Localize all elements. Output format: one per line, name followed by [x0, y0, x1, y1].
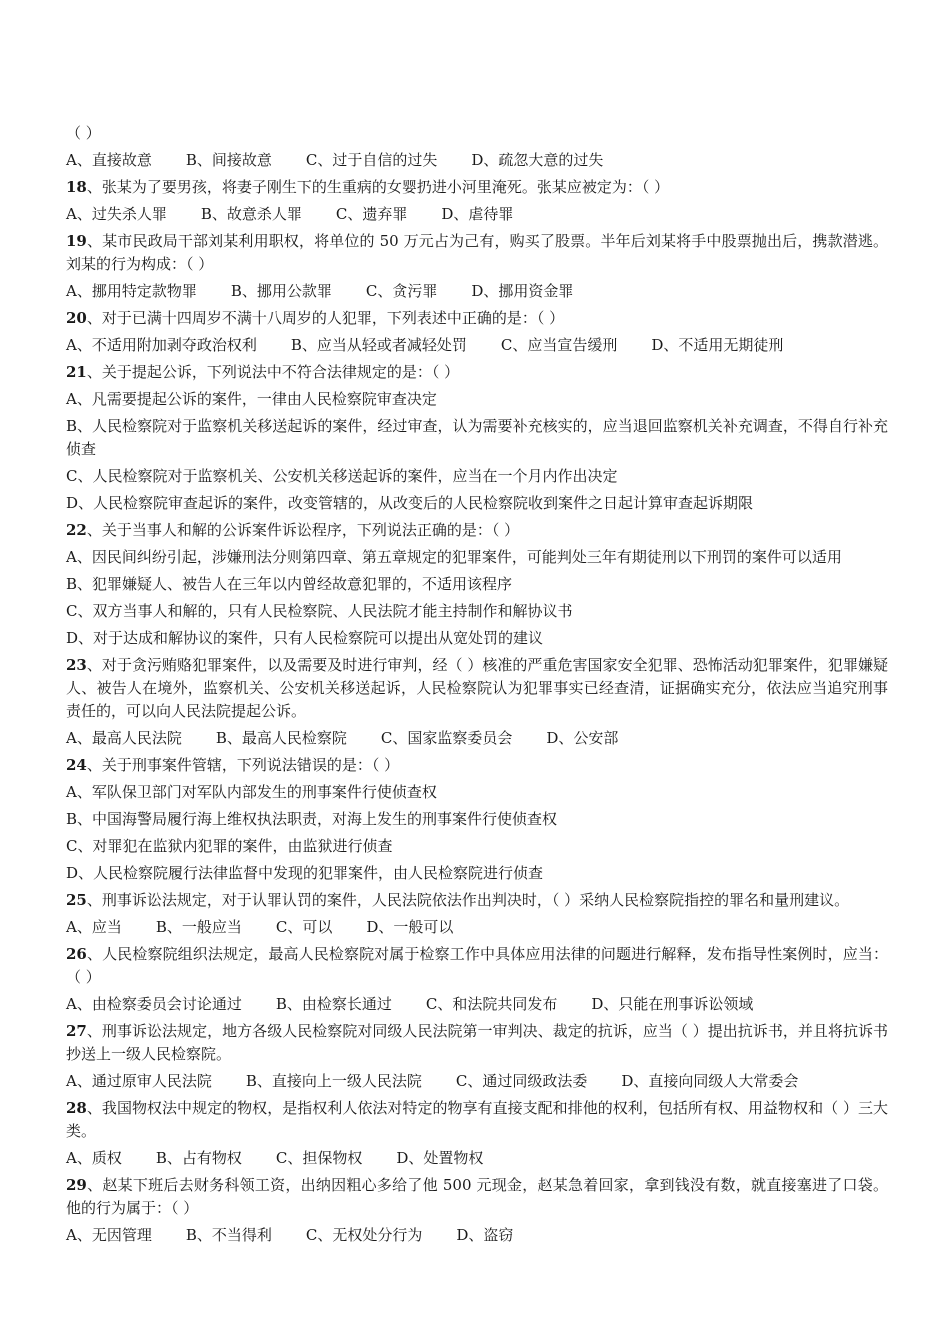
question-stem [66, 889, 888, 912]
document-page [66, 118, 888, 1247]
answer-option: B、应当从轻或者减轻处罚 [290, 336, 467, 354]
option-row [66, 1070, 888, 1093]
question-stem [66, 1020, 888, 1066]
answer-option: A、不适用附加剥夺政治权利 [66, 336, 257, 354]
answer-option: D、盗窃 [456, 1226, 514, 1244]
answer-option: B、犯罪嫌疑人、被告人在三年以内曾经故意犯罪的，不适用该程序 [66, 575, 513, 593]
answer-option: C、担保物权 [275, 1149, 363, 1167]
answer-option: B、挪用公款罪 [230, 282, 332, 300]
question-stem [66, 1097, 888, 1143]
question-number: 26 [66, 945, 87, 963]
option-row [66, 993, 888, 1016]
question-text: 、关于当事人和解的公诉案件诉讼程序，下列说法正确的是：（ ） [86, 521, 520, 539]
answer-option: C、遗弃罪 [335, 205, 408, 223]
question-stem [66, 654, 888, 723]
answer-option: A、无因管理 [66, 1226, 152, 1244]
answer-option: D、不适用无期徒刑 [651, 336, 784, 354]
answer-option: D、人民检察院履行法律监督中发现的犯罪案件，由人民检察院进行侦查 [66, 864, 544, 882]
answer-option: C、无权处分行为 [305, 1226, 423, 1244]
answer-option: C、过于自信的过失 [305, 151, 438, 169]
answer-option: D、人民检察院审查起诉的案件，改变管辖的，从改变后的人民检察院收到案件之日起计算审查起诉期限 [66, 494, 754, 512]
answer-option: A、应当 [66, 918, 122, 936]
question-stem [66, 1174, 888, 1220]
question-number: 18 [66, 178, 87, 196]
answer-option: C、和法院共同发布 [425, 995, 558, 1013]
question-text: 、刑事诉讼法规定，对于认罪认罚的案件，人民法院依法作出判决时，（ ）采纳人民检察院指控的罪名和量刑建议。 [86, 891, 850, 909]
question-text: 、关于刑事案件管辖，下列说法错误的是：（ ） [86, 756, 400, 774]
answer-option: A、由检察委员会讨论通过 [66, 995, 242, 1013]
answer-option: B、人民检察院对于监察机关移送起诉的案件，经过审查，认为需要补充核实的，应当退回监察机关补充调查，不得自行补充侦查 [66, 417, 888, 458]
question-text: 、人民检察院组织法规定，最高人民检察院对属于检察工作中具体应用法律的问题进行解释，发布指导性案例时，应当：（ ） [66, 945, 888, 986]
answer-option: A、过失杀人罪 [66, 205, 167, 223]
answer-option: B、间接故意 [185, 151, 272, 169]
answer-option: C、应当宣告缓刑 [500, 336, 618, 354]
answer-option: B、故意杀人罪 [200, 205, 302, 223]
answer-option: D、直接向同级人大常委会 [621, 1072, 799, 1090]
answer-option: B、中国海警局履行海上维权执法职责，对海上发生的刑事案件行使侦查权 [66, 810, 558, 828]
answer-option: A、通过原审人民法院 [66, 1072, 212, 1090]
answer-option: A、凡需要提起公诉的案件，一律由人民检察院审查决定 [66, 390, 437, 408]
answer-blank: （ ） [66, 124, 101, 142]
question-number: 19 [66, 232, 87, 250]
answer-option: B、占有物权 [155, 1149, 242, 1167]
answer-option: B、最高人民检察院 [215, 729, 347, 747]
question-stem [66, 230, 888, 276]
question-number: 21 [66, 363, 87, 381]
answer-option: D、挪用资金罪 [471, 282, 574, 300]
question-number: 23 [66, 656, 87, 674]
question-stem [66, 943, 888, 989]
option-row [66, 149, 888, 172]
answer-option: C、人民检察院对于监察机关、公安机关移送起诉的案件，应当在一个月内作出决定 [66, 467, 618, 485]
answer-option: B、直接向上一级人民法院 [245, 1072, 422, 1090]
answer-option: A、质权 [66, 1149, 122, 1167]
answer-option: B、由检察长通过 [275, 995, 392, 1013]
answer-option: A、最高人民法院 [66, 729, 182, 747]
option-row [66, 916, 888, 939]
answer-option: B、不当得利 [185, 1226, 272, 1244]
question-number: 24 [66, 756, 87, 774]
option-row [66, 1224, 888, 1247]
answer-option: C、贪污罪 [365, 282, 438, 300]
question-text: 、某市民政局干部刘某利用职权，将单位的 50 万元占为己有，购买了股票。半年后刘某将手中股票抛出后，携款潜逃。刘某的行为构成：（ ） [66, 232, 888, 273]
answer-option: D、一般可以 [366, 918, 454, 936]
question-text: 、对于贪污贿赂犯罪案件，以及需要及时进行审判，经（ ）核准的严重危害国家安全犯罪、恐怖活动犯罪案件，犯罪嫌疑人、被告人在境外，监察机关、公安机关移送起诉，人民检察院认为犯罪事实已经查清，证据确实充分，依法应当追究刑事责任的，可以向人民法院提起公诉。 [66, 656, 888, 720]
answer-option: D、公安部 [546, 729, 619, 747]
answer-option: A、直接故意 [66, 151, 152, 169]
answer-option: D、只能在刑事诉讼领域 [591, 995, 754, 1013]
option-row [66, 280, 888, 303]
answer-option: A、军队保卫部门对军队内部发生的刑事案件行使侦查权 [66, 783, 437, 801]
question-text: 、赵某下班后去财务科领工资，出纳因粗心多给了他 500 元现金，赵某急着回家，拿到钱没有数，就直接塞进了口袋。他的行为属于：（ ） [66, 1176, 888, 1217]
question-number: 28 [66, 1099, 87, 1117]
answer-option: D、处置物权 [396, 1149, 484, 1167]
question-stem [66, 361, 888, 384]
option-row [66, 203, 888, 226]
answer-option: D、疏忽大意的过失 [471, 151, 604, 169]
answer-option: A、挪用特定款物罪 [66, 282, 197, 300]
question-number: 27 [66, 1022, 87, 1040]
question-text: 、我国物权法中规定的物权，是指权利人依法对特定的物享有直接支配和排他的权利，包括所有权、用益物权和（ ）三大类。 [66, 1099, 888, 1140]
answer-option: C、双方当事人和解的，只有人民检察院、人民法院才能主持制作和解协议书 [66, 602, 573, 620]
question-number: 29 [66, 1176, 87, 1194]
answer-option: C、国家监察委员会 [380, 729, 513, 747]
answer-option: C、通过同级政法委 [455, 1072, 588, 1090]
question-stem [66, 754, 888, 777]
answer-option: A、因民间纠纷引起，涉嫌刑法分则第四章、第五章规定的犯罪案件，可能判处三年有期徒刑以下刑罚的案件可以适用 [66, 548, 842, 566]
answer-option: D、对于达成和解协议的案件，只有人民检察院可以提出从宽处罚的建议 [66, 629, 544, 647]
question-text: 、张某为了要男孩，将妻子刚生下的生重病的女婴扔进小河里淹死。张某应被定为：（ ） [86, 178, 670, 196]
question-text: 、刑事诉讼法规定，地方各级人民检察院对同级人民法院第一审判决、裁定的抗诉，应当（ ）提出抗诉书，并且将抗诉书抄送上一级人民检察院。 [66, 1022, 888, 1063]
option-row [66, 1147, 888, 1170]
question-text: 、对于已满十四周岁不满十八周岁的人犯罪，下列表述中正确的是：（ ） [86, 309, 565, 327]
question-number: 22 [66, 521, 87, 539]
answer-option: D、虐待罪 [441, 205, 514, 223]
option-row [66, 334, 888, 357]
answer-option: C、可以 [275, 918, 333, 936]
question-stem [66, 176, 888, 199]
question-stem [66, 307, 888, 330]
question-text: 、关于提起公诉，下列说法中不符合法律规定的是：（ ） [86, 363, 460, 381]
answer-option: B、一般应当 [155, 918, 242, 936]
answer-option: C、对罪犯在监狱内犯罪的案件，由监狱进行侦查 [66, 837, 393, 855]
option-row [66, 727, 888, 750]
question-number: 25 [66, 891, 87, 909]
question-stem [66, 519, 888, 542]
question-number: 20 [66, 309, 87, 327]
